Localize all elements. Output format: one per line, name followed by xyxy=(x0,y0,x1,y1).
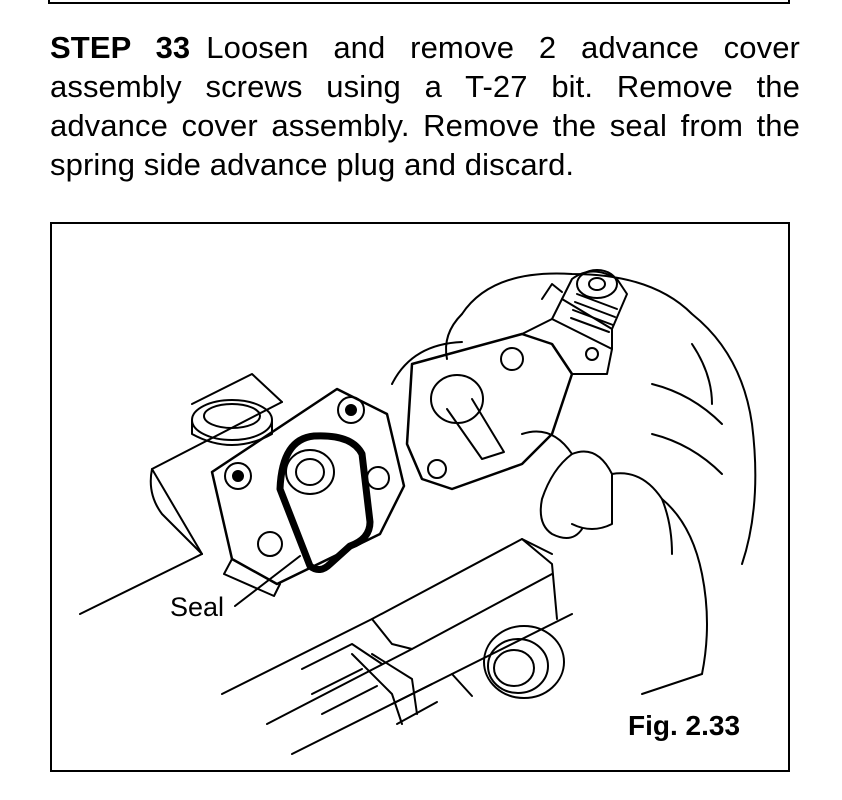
figure-caption: Fig. 2.33 xyxy=(628,710,741,741)
seal-label: Seal xyxy=(170,592,225,622)
advance-cover-assembly xyxy=(407,270,627,489)
step-instruction xyxy=(50,28,800,184)
figure-frame xyxy=(50,222,790,772)
advance-housing xyxy=(212,389,404,596)
step-text: Loosen and remove 2 advance cover assembly screws using a T-27 bit. Remove the advance cover assembly. Remove the seal from the spring side advance plug and discard. xyxy=(50,30,800,182)
body-port xyxy=(484,626,564,698)
step-label: STEP 33 xyxy=(50,30,191,65)
figure-illustration xyxy=(52,224,790,772)
top-plug xyxy=(192,400,272,445)
seal-leader-line xyxy=(235,556,300,606)
previous-figure-frame-edge xyxy=(48,0,790,4)
